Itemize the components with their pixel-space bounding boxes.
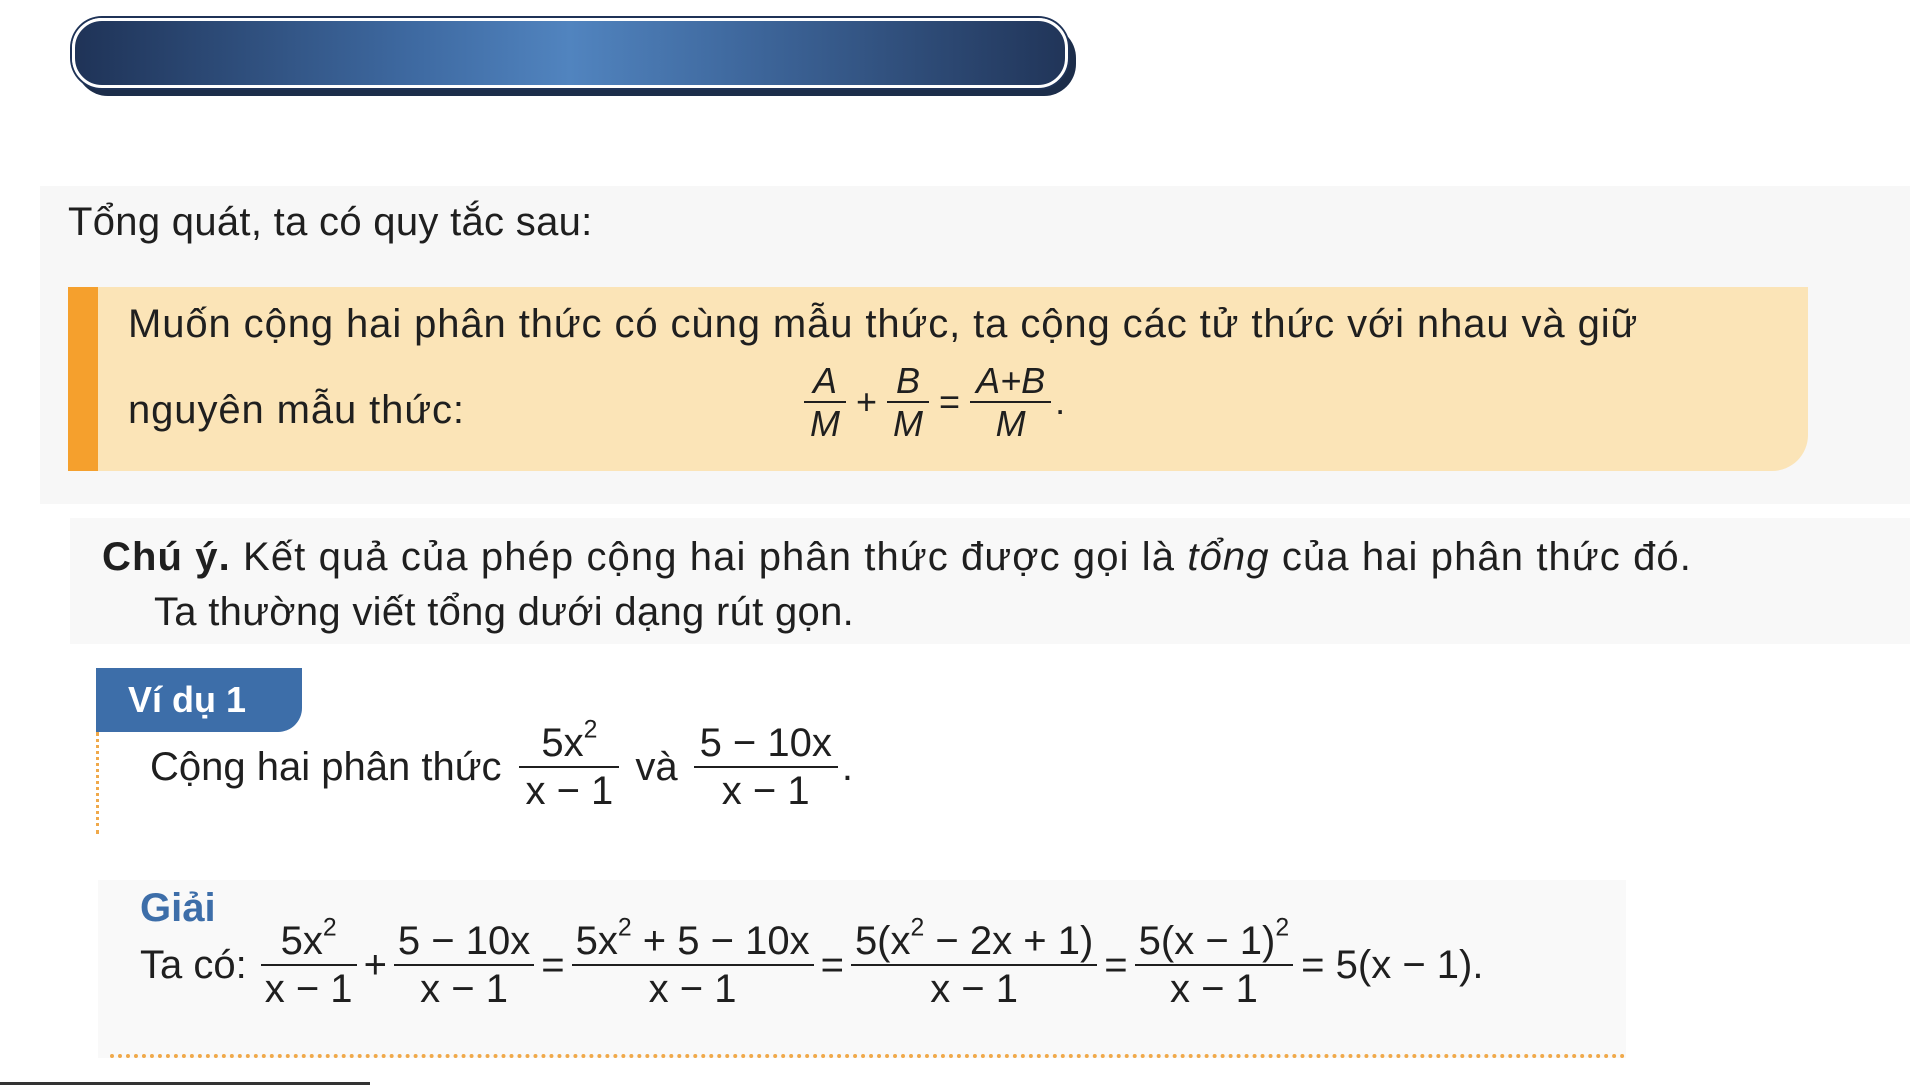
note-text-after: của hai phân thức đó. (1269, 535, 1692, 579)
formula-period: . (1055, 381, 1066, 423)
note-label: Chú ý. (102, 535, 231, 579)
denominator-text: x − 1 (1169, 967, 1258, 1011)
numerator-text: − 2x + 1) (924, 919, 1094, 963)
exponent: 2 (583, 716, 598, 744)
numerator-text: 5 − 10x (699, 721, 832, 765)
example-tag: Ví dụ 1 (96, 668, 302, 732)
example-period: . (841, 744, 854, 789)
solution-title: Giải (140, 886, 216, 930)
solution-term-2 (394, 918, 534, 1012)
note-text-before: Kết quả của phép cộng hai phân thức được gọi là (230, 535, 1188, 579)
formula-numerator: B (896, 360, 921, 401)
example-dotted-border (96, 732, 99, 834)
exponent: 2 (322, 914, 337, 942)
rule-text-line1: Muốn cộng hai phân thức có cùng mẫu thức, ta cộng các tử thức với nhau và giữ (128, 302, 1639, 346)
numerator-text: + 5 − 10x (631, 919, 810, 963)
solution-lead: Ta có: (140, 942, 247, 987)
formula-numerator: A (812, 360, 837, 401)
denominator-text: x − 1 (648, 967, 737, 1011)
solution-plus: + (363, 942, 387, 987)
formula-denominator: M (995, 403, 1026, 445)
formula-fraction-result (970, 360, 1051, 445)
numerator-text: 5(x − 1) (1138, 919, 1276, 963)
denominator-text: x − 1 (264, 967, 353, 1011)
example-prompt-text: Cộng hai phân thức (150, 744, 502, 789)
denominator-text: x − 1 (525, 769, 614, 813)
denominator-text: x − 1 (930, 967, 1019, 1011)
intro-text: Tổng quát, ta có quy tắc sau: (68, 200, 593, 244)
example-fraction-1 (519, 716, 619, 814)
exponent: 2 (1275, 914, 1290, 942)
rule-formula (800, 360, 1065, 445)
formula-denominator: M (810, 403, 840, 445)
numerator-text: 5 − 10x (397, 919, 531, 963)
formula-numerator: A+B (976, 360, 1046, 401)
example-prompt (150, 716, 854, 814)
formula-plus: + (856, 381, 878, 423)
denominator-text: x − 1 (721, 769, 810, 813)
formula-equals: = (939, 381, 961, 423)
formula-denominator: M (893, 403, 924, 445)
solution-equals: = (820, 942, 844, 987)
solution-term-1 (261, 914, 357, 1012)
solution-term-4 (851, 914, 1097, 1012)
note-line2: Ta thường viết tổng dưới dạng rút gọn. (154, 590, 855, 634)
solution-equals: = (541, 942, 565, 987)
solution-equation (140, 914, 1484, 1012)
solution-term-5 (1135, 914, 1294, 1012)
solution-final: = 5(x − 1). (1301, 942, 1484, 987)
numerator-text: 5x (280, 919, 323, 963)
example-fraction-2 (694, 720, 838, 814)
rule-accent-bar (68, 287, 98, 471)
note-line1 (102, 535, 1692, 580)
denominator-text: x − 1 (420, 967, 508, 1011)
note-emphasis: tổng (1187, 535, 1270, 579)
example-conjunction: và (635, 744, 678, 789)
header-banner (72, 18, 1068, 88)
formula-fraction-b-over-m (887, 360, 929, 445)
solution-equals: = (1104, 942, 1128, 987)
numerator-text: 5x (541, 721, 584, 765)
formula-fraction-a-over-m (804, 360, 846, 445)
rule-text-line2: nguyên mẫu thức: (128, 388, 465, 432)
exponent: 2 (910, 914, 925, 942)
numerator-text: 5(x (854, 919, 911, 963)
numerator-text: 5x (575, 919, 618, 963)
solution-term-3 (572, 914, 814, 1012)
exponent: 2 (617, 914, 632, 942)
solution-dotted-border (110, 1054, 1626, 1058)
